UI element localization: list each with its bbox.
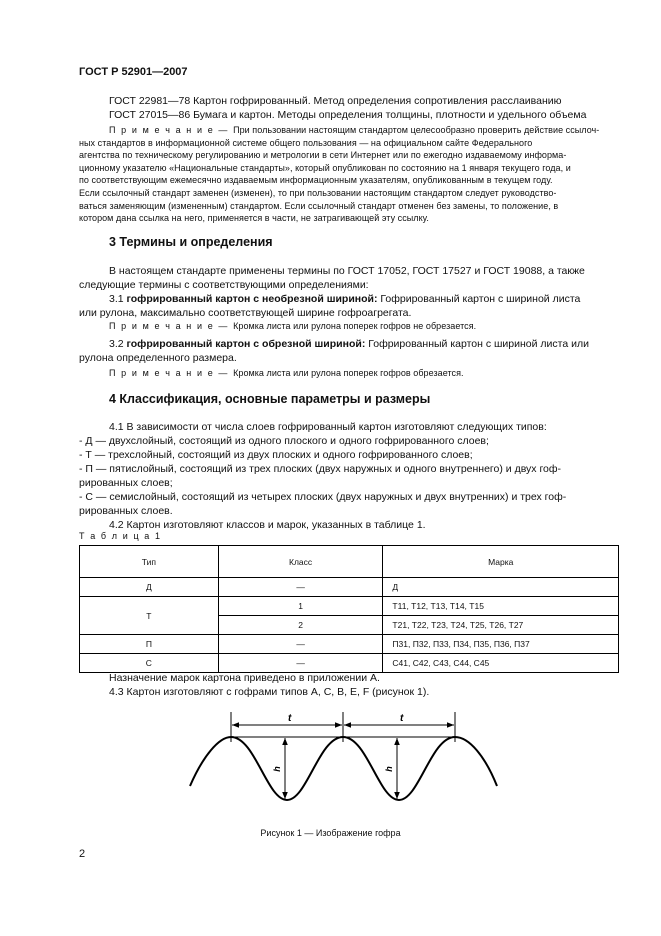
type-item: - Д — двухслойный, состоящий из одного плоского и одного гофрированного слоев; xyxy=(79,435,489,447)
table-cell-mark: С41, С42, С43, С44, С45 xyxy=(383,654,619,673)
table-header-row xyxy=(80,546,619,578)
table-row xyxy=(80,578,619,597)
table-cell-mark: Д xyxy=(383,578,619,597)
type-item: - П — пятислойный, состоящий из трех плоских (двух наружных и одного внутреннего) и двух гоф- xyxy=(79,463,562,475)
term-definition-cont: рулона определенного размера. xyxy=(79,352,237,364)
note-text: Кромка листа или рулона поперек гофров не обрезается. xyxy=(233,321,477,331)
section-3-title: 3 Термины и определения xyxy=(109,235,273,249)
note-label: П р и м е ч а н и е — xyxy=(109,321,234,331)
term-name: гофрированный картон с необрезной шириной: xyxy=(126,293,378,305)
note-3-1 xyxy=(109,320,476,333)
type-item: рированных слоев; xyxy=(79,477,173,489)
figure-caption: Рисунок 1 — Изображение гофра xyxy=(260,828,401,838)
section-4-types xyxy=(79,420,619,532)
table-header-cell: Марка xyxy=(383,546,619,578)
table-header-cell: Класс xyxy=(218,546,383,578)
paragraph-line: 4.1 В зависимости от числа слоев гофрированный картон изготовляют следующих типов: xyxy=(109,421,547,433)
table-row xyxy=(80,597,619,616)
table-cell-mark: Т11, Т12, Т13, Т14, Т15 xyxy=(383,597,619,616)
note-line: ционному указателю «Национальные стандарты», который опубликован по состоянию на 1 января текущего года, и xyxy=(79,162,571,173)
note-line: агентства по техническому регулированию и метрологии в сети Интернет или по ежегодно издаваемому информа- xyxy=(79,150,567,161)
paragraph-line: 4.3 Картон изготовляют с гофрами типов А, С, В, Е, F (рисунок 1). xyxy=(109,686,430,698)
table-cell-type: Т xyxy=(80,597,219,635)
note-line: Если ссылочный стандарт заменен (изменен), то при пользовании настоящим стандартом следует руководство- xyxy=(79,187,557,198)
height-label: h xyxy=(272,766,282,772)
pitch-label: t xyxy=(288,713,292,724)
note-references xyxy=(109,124,611,137)
term-definition: Гофрированный картон с шириной листа или xyxy=(365,338,589,350)
note-line: ваться заменяющим (измененным) стандартом. Если ссылочный стандарт отменен без замены, то положение, в xyxy=(79,200,559,211)
table-row xyxy=(80,635,619,654)
paragraph-line: В настоящем стандарте применены термины по ГОСТ 17052, ГОСТ 17527 и ГОСТ 19088, а также xyxy=(109,265,585,277)
table-1 xyxy=(79,545,619,673)
table-label: Т а б л и ц а 1 xyxy=(79,531,162,541)
note-label: П р и м е ч а н и е — xyxy=(109,368,234,378)
type-item: рированных слоев. xyxy=(79,505,173,517)
table-cell-type: С xyxy=(80,654,219,673)
page-number: 2 xyxy=(79,848,86,860)
note-references-body xyxy=(79,137,611,225)
term-name: гофрированный картон с обрезной шириной: xyxy=(126,338,366,350)
table-cell-type: П xyxy=(80,635,219,654)
table-cell-class: — xyxy=(218,578,383,597)
note-line: котором дана ссылка на него, применяется в части, не затрагивающей эту ссылку. xyxy=(79,213,429,224)
type-item: - Т — трехслойный, состоящий из двух плоских и одного гофрированного слоев; xyxy=(79,449,473,461)
note-3-2 xyxy=(109,367,464,380)
table-cell-class: — xyxy=(218,654,383,673)
term-number: 3.2 xyxy=(109,338,127,350)
reference-item: ГОСТ 27015—86 Бумага и картон. Методы определения толщины, плотности и удельного объема xyxy=(109,109,587,121)
pitch-label: t xyxy=(400,713,404,724)
term-3-2 xyxy=(79,337,619,365)
note-line: по соответствующим ежемесячно издаваемым информационным указателям, опубликованным в текущем году. xyxy=(79,175,553,186)
term-3-1 xyxy=(79,292,619,320)
table-row xyxy=(80,654,619,673)
table-cell-mark: П31, П32, П33, П34, П35, П36, П37 xyxy=(383,635,619,654)
term-definition: Гофрированный картон с шириной листа xyxy=(377,293,581,305)
document-header: ГОСТ Р 52901—2007 xyxy=(79,66,188,78)
references-list xyxy=(109,94,586,122)
table-header-cell: Тип xyxy=(80,546,219,578)
note-label: П р и м е ч а н и е — xyxy=(109,125,234,135)
corrugation-figure xyxy=(185,706,515,816)
reference-item: ГОСТ 22981—78 Картон гофрированный. Метод определения сопротивления расслаиванию xyxy=(109,95,562,107)
table-cell-class: — xyxy=(218,635,383,654)
section-4-after-table xyxy=(109,671,429,699)
paragraph-line: следующие термины с соответствующими определениями: xyxy=(79,279,369,291)
height-label: h xyxy=(384,766,394,772)
section-4-title: 4 Классификация, основные параметры и размеры xyxy=(109,392,431,406)
wave-curve xyxy=(190,737,497,800)
note-text: Кромка листа или рулона поперек гофров обрезается. xyxy=(233,368,464,378)
term-definition-cont: или рулона, максимально соответствующей ширине гофроагрегата. xyxy=(79,307,412,319)
dimension-lines xyxy=(231,712,455,799)
paragraph-line: 4.2 Картон изготовляют классов и марок, указанных в таблице 1. xyxy=(109,519,426,531)
note-line: ных стандартов в информационной системе общего пользования — на официальном сайте Федерального xyxy=(79,137,533,148)
type-item: - С — семислойный, состоящий из четырех плоских (двух наружных и двух внутренних) и трех гоф- xyxy=(79,491,567,503)
term-number: 3.1 xyxy=(109,293,127,305)
table-cell-class: 1 xyxy=(218,597,383,616)
table-cell-class: 2 xyxy=(218,616,383,635)
table-cell-type: Д xyxy=(80,578,219,597)
section-3-intro xyxy=(79,264,619,292)
table-cell-mark: Т21, Т22, Т23, Т24, Т25, Т26, Т27 xyxy=(383,616,619,635)
paragraph-line: Назначение марок картона приведено в приложении А. xyxy=(109,672,380,684)
note-text: При пользовании настоящим стандартом целесообразно проверить действие ссылоч- xyxy=(233,125,600,135)
